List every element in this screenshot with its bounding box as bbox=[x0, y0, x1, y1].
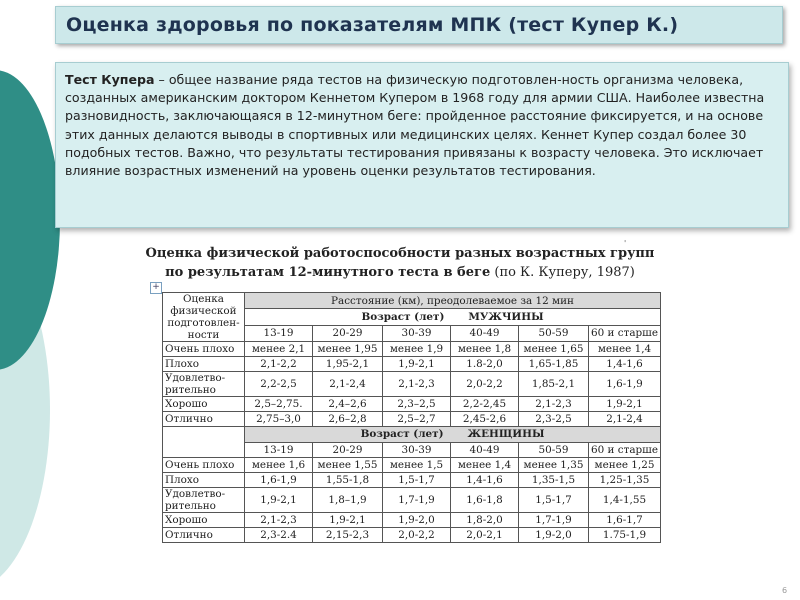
age-column-header: 13-19 bbox=[245, 325, 313, 341]
table-heading-line1: Оценка физической работоспособности разных возрастных групп bbox=[145, 246, 655, 261]
intro-text-box bbox=[55, 62, 789, 228]
women-rating-label: Хорошо bbox=[163, 513, 245, 528]
age-column-header: 40-49 bbox=[451, 325, 519, 341]
slide-title: Оценка здоровья по показателям МПК (тест Купер К.) bbox=[66, 14, 679, 36]
gender-label: ЖЕНЩИНЫ bbox=[467, 428, 545, 441]
men-value-cell: менее 2,1 bbox=[245, 342, 313, 357]
women-value-cell: 1,4-1,55 bbox=[589, 488, 661, 513]
women-value-cell: 1,25-1,35 bbox=[589, 473, 661, 488]
women-value-cell: 1.75-1,9 bbox=[589, 528, 661, 543]
gender-label: МУЖЧИНЫ bbox=[468, 310, 544, 323]
table-row bbox=[163, 342, 661, 357]
age-column-header: 20-29 bbox=[313, 325, 383, 341]
table-heading bbox=[140, 244, 660, 282]
age-column-header: 20-29 bbox=[313, 442, 383, 458]
intro-body: – общее название ряда тестов на физическую подготовлен-ность организма человека, созданных американским доктором Кеннетом Купером в 1968 году для армии США. Наиболее известна разновидность, заключающаяся в 12-минутном беге: пройденное расстояние фиксируется, и на основе этих данных делаются выводы в спортивных или медицинских целях. Кеннет Купер создал более 30 подобных тестов. Важно, что результаты тестирования привязаны к возрасту человека. Это исключает влияние возрастных изменений на уровень оценки результатов тестирования. bbox=[65, 72, 765, 179]
women-value-cell: 2,3-2.4 bbox=[245, 528, 313, 543]
women-value-cell: 1,9-2,0 bbox=[519, 528, 589, 543]
women-value-cell: 2,15-2,3 bbox=[313, 528, 383, 543]
men-value-cell: 1.8-2,0 bbox=[451, 357, 519, 372]
table-move-handle-icon[interactable]: + bbox=[150, 282, 162, 294]
women-value-cell: 1,35-1,5 bbox=[519, 473, 589, 488]
table-row bbox=[163, 488, 661, 513]
women-rating-label: Плохо bbox=[163, 473, 245, 488]
table-row bbox=[163, 397, 661, 412]
women-value-cell: 1,55-1,8 bbox=[313, 473, 383, 488]
women-value-cell: 1,5-1,7 bbox=[383, 473, 451, 488]
men-value-cell: 2,45-2,6 bbox=[451, 412, 519, 427]
women-value-cell: 2,0-2,1 bbox=[451, 528, 519, 543]
table-row bbox=[163, 412, 661, 427]
women-value-cell: 1,6-1,7 bbox=[589, 513, 661, 528]
men-value-cell: 1,85-2,1 bbox=[519, 372, 589, 397]
women-value-cell: менее 1,6 bbox=[245, 458, 313, 473]
slide-title-box bbox=[55, 6, 783, 44]
women-group-row-cell bbox=[245, 427, 661, 443]
age-column-header: 40-49 bbox=[451, 442, 519, 458]
men-value-cell: 2,0-2,2 bbox=[451, 372, 519, 397]
age-column-header: 60 и старше bbox=[589, 442, 661, 458]
women-value-cell: менее 1,25 bbox=[589, 458, 661, 473]
men-rating-label: Плохо bbox=[163, 357, 245, 372]
blank-cell bbox=[163, 427, 245, 458]
table-row bbox=[163, 473, 661, 488]
men-value-cell: 2,5–2,75. bbox=[245, 397, 313, 412]
cooper-table bbox=[162, 292, 661, 543]
men-value-cell: 2,5–2,7 bbox=[383, 412, 451, 427]
men-value-cell: 2,1-2,2 bbox=[245, 357, 313, 372]
women-rating-label: Очень плохо bbox=[163, 458, 245, 473]
table-row bbox=[163, 458, 661, 473]
age-label: Возраст (лет) bbox=[360, 428, 444, 441]
table-row bbox=[163, 528, 661, 543]
men-value-cell: 1,4-1,6 bbox=[589, 357, 661, 372]
distance-header: Расстояние (км), преодолеваемое за 12 мин bbox=[245, 293, 661, 309]
women-value-cell: 1,9-2,0 bbox=[383, 513, 451, 528]
table-row bbox=[163, 357, 661, 372]
women-value-cell: 1,5-1,7 bbox=[519, 488, 589, 513]
intro-paragraph bbox=[65, 71, 780, 180]
men-value-cell: 2,1-2,3 bbox=[383, 372, 451, 397]
men-value-cell: менее 1,4 bbox=[589, 342, 661, 357]
men-value-cell: 1,9-2,1 bbox=[589, 397, 661, 412]
men-value-cell: 2,2-2,45 bbox=[451, 397, 519, 412]
decorative-shape-teal bbox=[0, 70, 60, 370]
table-row bbox=[163, 372, 661, 397]
men-value-cell: 2,1-2,4 bbox=[589, 412, 661, 427]
women-value-cell: 1,8–1,9 bbox=[313, 488, 383, 513]
men-value-cell: менее 1,95 bbox=[313, 342, 383, 357]
age-column-header: 60 и старше bbox=[589, 325, 661, 341]
men-value-cell: 2,1-2,4 bbox=[313, 372, 383, 397]
intro-term: Тест Купера bbox=[65, 72, 155, 87]
men-rating-label: Очень плохо bbox=[163, 342, 245, 357]
men-value-cell: 1,9-2,1 bbox=[383, 357, 451, 372]
table-heading-line2 bbox=[140, 263, 660, 282]
page-number: 6 bbox=[782, 586, 788, 595]
table-header-row bbox=[163, 293, 661, 309]
women-value-cell: 2,1-2,3 bbox=[245, 513, 313, 528]
age-column-header: 50-59 bbox=[519, 442, 589, 458]
men-value-cell: 2,2-2,5 bbox=[245, 372, 313, 397]
men-value-cell: менее 1,8 bbox=[451, 342, 519, 357]
women-value-cell: менее 1,5 bbox=[383, 458, 451, 473]
men-value-cell: менее 1,65 bbox=[519, 342, 589, 357]
age-label: Возраст (лет) bbox=[361, 310, 445, 323]
men-rating-label: Отлично bbox=[163, 412, 245, 427]
table-heading-line2-bold: по результатам 12-минутного теста в беге bbox=[165, 265, 491, 280]
women-value-cell: 1,4-1,6 bbox=[451, 473, 519, 488]
men-value-cell: 1,6-1,9 bbox=[589, 372, 661, 397]
men-rating-label: Удовлетво-рительно bbox=[163, 372, 245, 397]
men-value-cell: 1,65-1,85 bbox=[519, 357, 589, 372]
table-row bbox=[163, 513, 661, 528]
corner-mark: ' bbox=[624, 239, 627, 248]
women-value-cell: 1,6-1,8 bbox=[451, 488, 519, 513]
table-heading-line2-rest: (по К. Куперу, 1987) bbox=[490, 265, 635, 280]
age-column-header: 50-59 bbox=[519, 325, 589, 341]
men-group-row-cell bbox=[245, 309, 661, 325]
women-rating-label: Отлично bbox=[163, 528, 245, 543]
men-value-cell: 2,4–2,6 bbox=[313, 397, 383, 412]
age-column-header: 13-19 bbox=[245, 442, 313, 458]
rating-column-header: Оценка физической подготовлен-ности bbox=[163, 293, 245, 342]
women-value-cell: 1,8-2,0 bbox=[451, 513, 519, 528]
women-value-cell: 1,7-1,9 bbox=[383, 488, 451, 513]
men-value-cell: 2,1-2,3 bbox=[519, 397, 589, 412]
women-value-cell: менее 1,35 bbox=[519, 458, 589, 473]
men-rating-label: Хорошо bbox=[163, 397, 245, 412]
men-value-cell: 2,6–2,8 bbox=[313, 412, 383, 427]
women-value-cell: 2,0-2,2 bbox=[383, 528, 451, 543]
age-column-header: 30-39 bbox=[383, 325, 451, 341]
men-value-cell: менее 1,9 bbox=[383, 342, 451, 357]
women-value-cell: 1,9-2,1 bbox=[245, 488, 313, 513]
women-value-cell: менее 1,55 bbox=[313, 458, 383, 473]
women-value-cell: 1,6-1,9 bbox=[245, 473, 313, 488]
men-value-cell: 2,3–2,5 bbox=[383, 397, 451, 412]
men-value-cell: 2,75–3,0 bbox=[245, 412, 313, 427]
women-value-cell: 1,9-2,1 bbox=[313, 513, 383, 528]
age-column-header: 30-39 bbox=[383, 442, 451, 458]
women-value-cell: менее 1,4 bbox=[451, 458, 519, 473]
women-group-row bbox=[163, 427, 661, 443]
women-rating-label: Удовлетво-рительно bbox=[163, 488, 245, 513]
men-value-cell: 1,95-2,1 bbox=[313, 357, 383, 372]
men-value-cell: 2,3-2,5 bbox=[519, 412, 589, 427]
women-value-cell: 1,7-1,9 bbox=[519, 513, 589, 528]
